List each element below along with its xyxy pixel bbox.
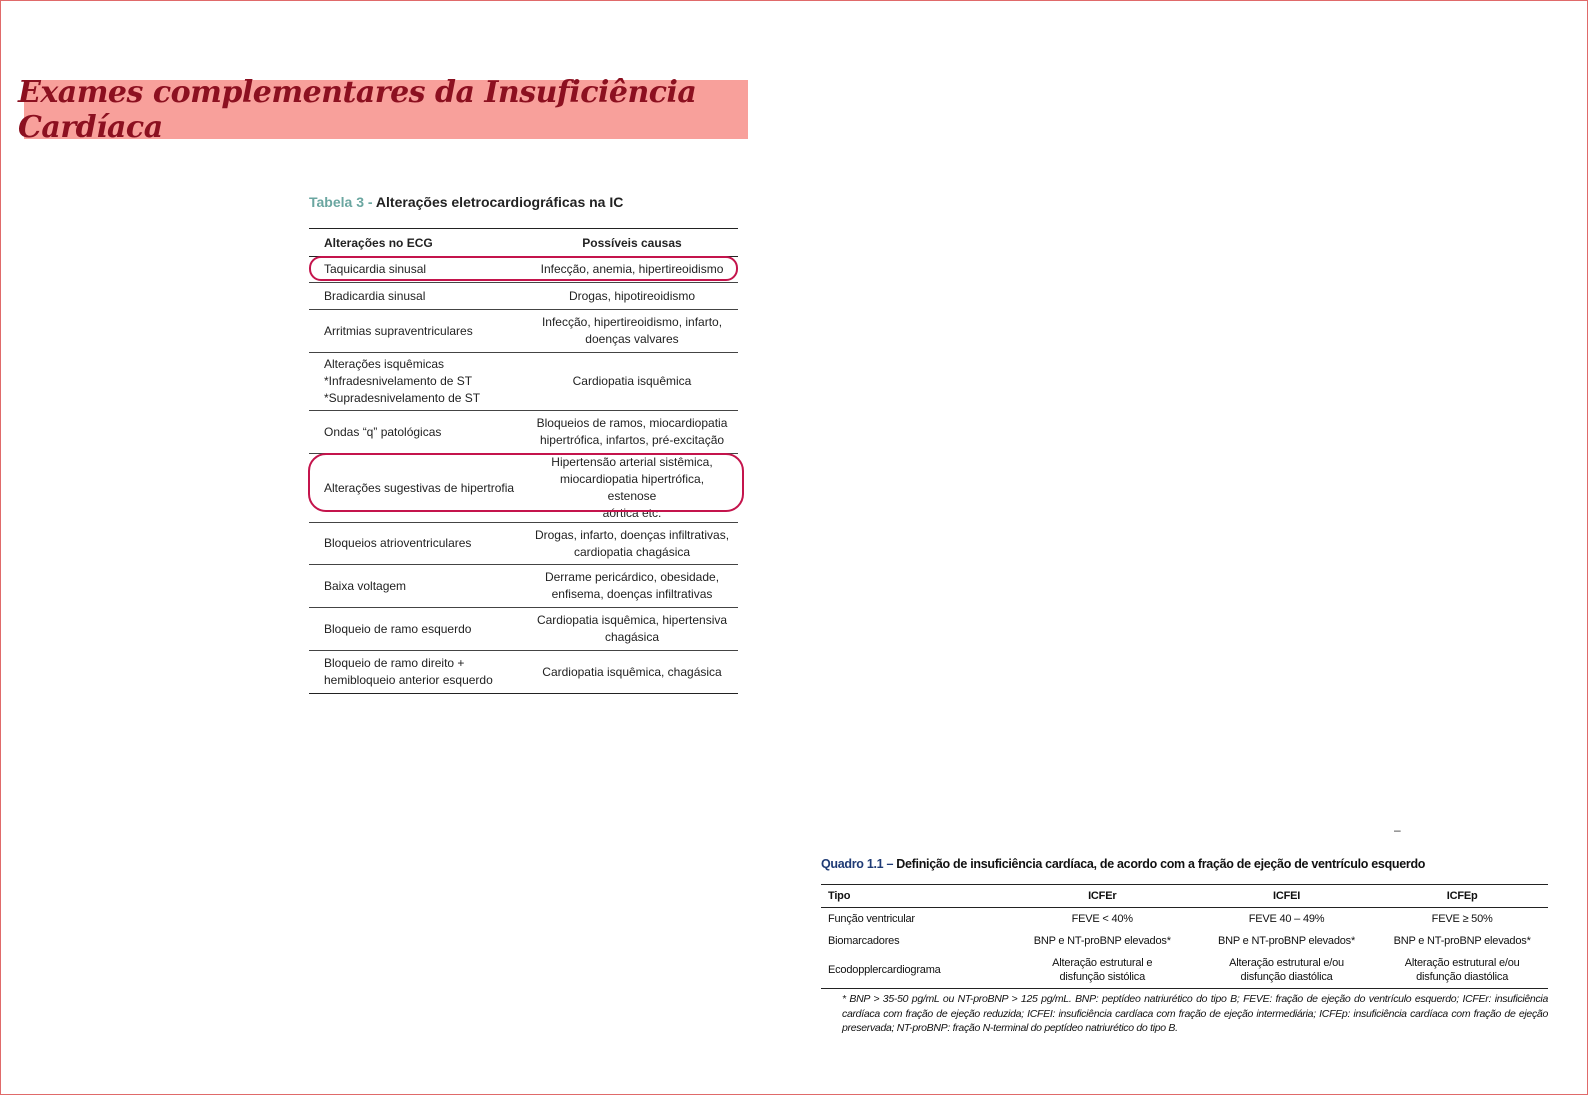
table-row — [821, 952, 1548, 989]
row-causas: Infecção, anemia, hipertireoidismo — [530, 257, 738, 283]
row-causas: Drogas, infarto, doenças infiltrativas, cardiopatia chagásica — [530, 523, 738, 565]
cell-icfei: FEVE 40 – 49% — [1248, 913, 1325, 925]
table-row — [309, 310, 738, 353]
quadro-number: Quadro 1.1 – — [821, 857, 894, 871]
quadro-title: Definição de insuficiência cardíaca, de acordo com a fração de ejeção de ventrículo esquerdo — [893, 857, 1426, 871]
title-banner — [18, 74, 748, 145]
cell-icfer: FEVE < 40% — [1071, 913, 1133, 925]
row-alteracao: Baixa voltagem — [309, 565, 530, 608]
row-alteracao: Bloqueio de ramo esquerdo — [309, 608, 530, 651]
row-causas: Drogas, hipotireoidismo — [530, 283, 738, 310]
table-header-row — [821, 885, 1548, 908]
row-causas: Cardiopatia isquêmica, chagásica — [530, 651, 738, 694]
column-header-alteracoes: Alterações no ECG — [309, 229, 530, 257]
cell-icfep: Alteração estrutural e/ou disfunção diastólica — [1376, 952, 1548, 989]
table-row — [309, 283, 738, 310]
row-causas: Bloqueios de ramos, miocardiopatia hipertrófica, infartos, pré-excitação — [530, 411, 738, 454]
cell-icfer: Alteração estrutural e disfunção sistólica — [1008, 952, 1197, 989]
table-row — [309, 257, 738, 283]
column-header-icfei: ICFEI — [1197, 885, 1376, 908]
quadro-caption — [821, 857, 1425, 871]
row-causas: Cardiopatia isquêmica, hipertensiva chagásica — [530, 608, 738, 651]
row-label: Biomarcadores — [828, 935, 900, 947]
table-row — [309, 411, 738, 454]
row-label: Ecodopplercardiograma — [821, 952, 1008, 989]
table-row — [821, 908, 1548, 931]
table-3-caption — [309, 194, 623, 210]
row-causas: Cardiopatia isquêmica — [530, 353, 738, 411]
page-title: Exames complementares da Insuficiência Cardíaca — [18, 74, 697, 145]
table-3-number: Tabela 3 - — [309, 194, 373, 210]
quadro-footnote: * BNP > 35-50 pg/mL ou NT-proBNP > 125 pg/mL. BNP: peptídeo natriurético do tipo B; FEVE: fração de ejeção do ventrículo esquerdo; ICFEr: insuficiência cardíaca com fração de ejeção reduzida; ICFEI: insuficiência cardíaca com fração de ejeção intermediária; ICFEp: insuficiência cardíaca com fração de ejeção preservada; NT-proBNP: fração N-terminal do peptídeo natriurético do tipo B. — [842, 993, 1548, 1034]
row-alteracao: Bloqueio de ramo direito + hemibloqueio anterior esquerdo — [309, 651, 530, 694]
table-row — [309, 353, 738, 411]
table-row — [821, 930, 1548, 952]
table-header-row — [309, 229, 738, 257]
stray-dash: – — [1394, 823, 1401, 837]
row-alteracao: Taquicardia sinusal — [309, 257, 530, 283]
table-row — [309, 651, 738, 694]
table-row — [309, 454, 738, 523]
column-header-icfep: ICFEp — [1376, 885, 1548, 908]
table-row — [309, 565, 738, 608]
cell-icfei: BNP e NT-proBNP elevados* — [1218, 935, 1356, 947]
cell-icfei: Alteração estrutural e/ou disfunção diastólica — [1197, 952, 1376, 989]
column-header-causas: Possíveis causas — [530, 229, 738, 257]
cell-icfep: FEVE ≥ 50% — [1431, 913, 1493, 925]
cell-icfer: BNP e NT-proBNP elevados* — [1033, 935, 1171, 947]
row-alteracao: Alterações sugestivas de hipertrofia — [309, 454, 530, 523]
table-row — [309, 608, 738, 651]
row-alteracao: Alterações isquêmicas *Infradesnivelamento de ST *Supradesnivelamento de ST — [309, 353, 530, 411]
row-alteracao: Ondas “q” patológicas — [309, 411, 530, 454]
row-alteracao: Bradicardia sinusal — [309, 283, 530, 310]
column-header-icfer: ICFEr — [1008, 885, 1197, 908]
heart-failure-definition-table — [821, 884, 1548, 989]
ecg-changes-table — [309, 228, 738, 694]
column-header-tipo: Tipo — [821, 885, 1008, 908]
table-row — [309, 523, 738, 565]
table-3-title: Alterações eletrocardiográficas na IC — [372, 194, 624, 210]
row-alteracao: Bloqueios atrioventriculares — [309, 523, 530, 565]
cell-icfep: BNP e NT-proBNP elevados* — [1393, 935, 1531, 947]
row-causas: Hipertensão arterial sistêmica, miocardiopatia hipertrófica, estenose aórtica etc. — [530, 454, 738, 523]
row-causas: Infecção, hipertireoidismo, infarto, doenças valvares — [530, 310, 738, 353]
row-causas: Derrame pericárdico, obesidade, enfisema, doenças infiltrativas — [530, 565, 738, 608]
row-alteracao: Arritmias supraventriculares — [309, 310, 530, 353]
row-label: Função ventricular — [828, 913, 915, 925]
